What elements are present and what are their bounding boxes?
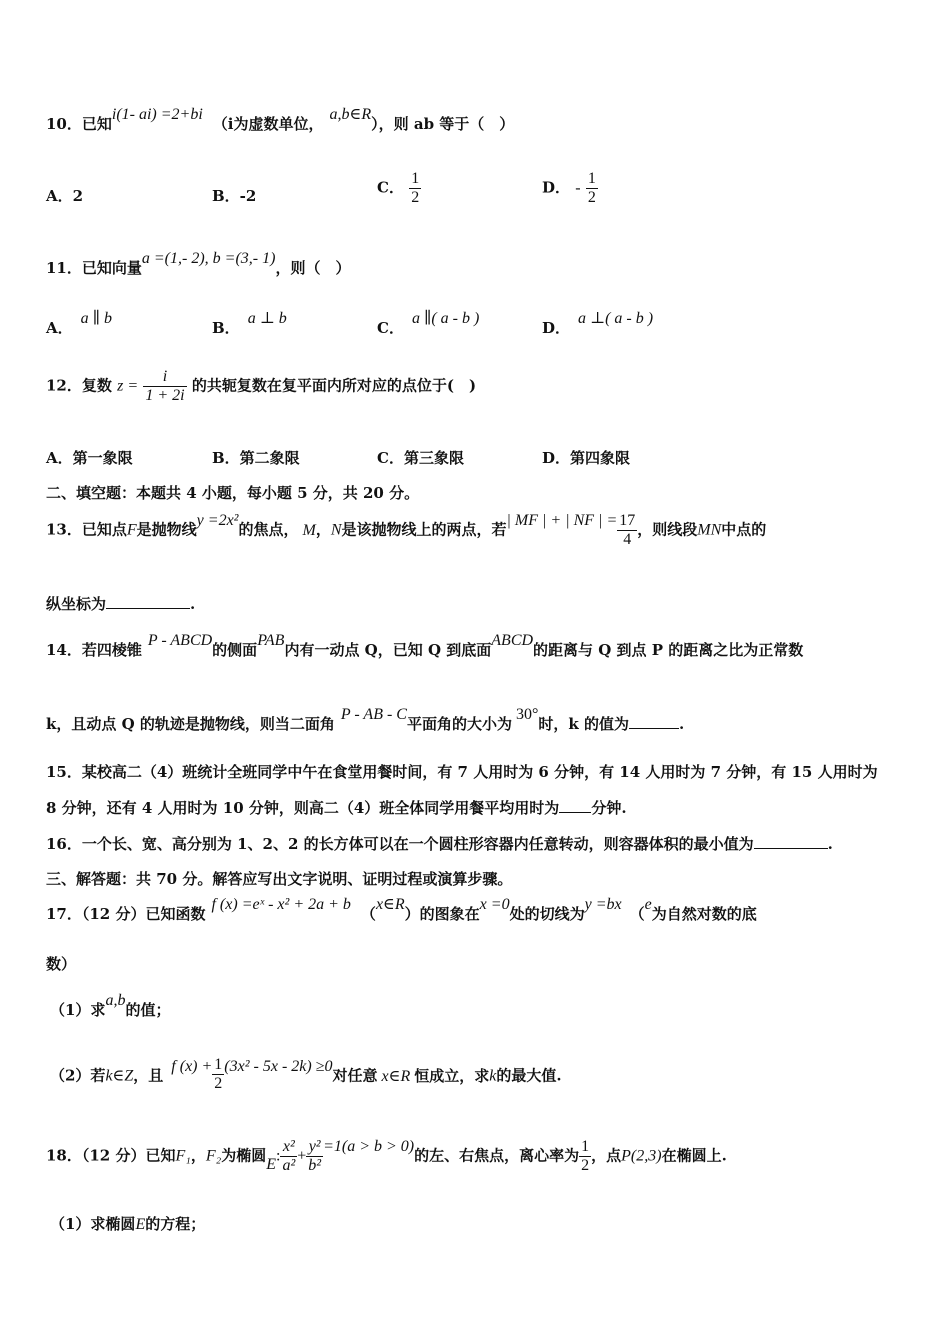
q12-option-b: B．第二象限	[212, 449, 300, 467]
question-17-line2: 数）	[46, 955, 77, 973]
q12-option-a: A．第一象限	[46, 449, 133, 467]
q10-option-b: B．-2	[212, 187, 257, 205]
q12-option-c: C．第三象限	[377, 449, 464, 467]
question-11: 11．已知向量a =(1,- 2), b =(3,- 1)，则（ ）	[46, 250, 351, 277]
q12-option-d: D．第四象限	[542, 449, 631, 467]
question-18-part1: （1）求椭圆E的方程；	[50, 1215, 206, 1233]
q10-fraction-d: $\frac{1}{2}$	[587, 170, 596, 206]
question-10: 10．已知i(1- ai) =2+bi（i为虚数单位，a,b∈R），则 ab 等于（ ）	[46, 106, 515, 133]
q15-answer-blank[interactable]	[559, 798, 591, 813]
q10-option-a: A．2	[46, 187, 84, 205]
q10-option-c: C． $\frac{1}{2}$	[377, 170, 420, 206]
q11-option-d: D．a ⊥( a - b )	[542, 310, 654, 337]
question-18: 18．（12 分）已知F₁，F₂为椭圆E: $\frac{\text{x²}}{\text{a²}}$ + $\frac{\text{y²}}{\text{b²}}$ =1(a > b > 0)的左、右焦点，离心率为 $\frac{1}{2}$ ，点P(2,3)在椭圆上.	[46, 1137, 727, 1174]
question-16: 16．一个长、宽、高分别为 1、2、2 的长方体可以在一个圆柱形容器内任意转动，则容器体积的最小值为 .	[46, 835, 833, 853]
q13-fraction: $\frac{17}{4}$	[619, 512, 636, 548]
q11-vectors: a =(1,- 2), b =(3,- 1)	[141, 250, 276, 267]
q13-answer-blank[interactable]	[106, 594, 190, 609]
q10-formula: i(1- ai) =2+bi	[111, 106, 203, 123]
q11-option-c: C．a ∥( a - b )	[377, 310, 480, 337]
q11-option-b: B．a ⊥ b	[212, 310, 287, 337]
q10-option-d: D． - $\frac{1}{2}$	[542, 170, 596, 206]
q11-option-a: A．a ∥ b	[46, 310, 113, 337]
question-14: 14．若四棱锥P - ABCD的侧面PAB内有一动点 Q，已知 Q 到底面ABCD的距离与 Q 到点 P 的距离之比为正常数	[46, 632, 804, 659]
question-13-line2: 纵坐标为 .	[46, 595, 196, 613]
q10-fraction-c: $\frac{1}{2}$	[411, 170, 420, 206]
question-12: 12．复数 z = $\frac{i}{1 + 2i}$ 的共轭复数在复平面内所对应的点位于( )	[46, 368, 477, 404]
q14-answer-blank[interactable]	[629, 714, 679, 729]
section-2-heading: 二、填空题：本题共 4 小题，每小题 5 分，共 20 分。	[46, 484, 420, 502]
question-15-line2: 8 分钟，还有 4 人用时为 10 分钟，则高二（4）班全体同学用餐平均用时为 分钟.	[46, 799, 627, 817]
question-17: 17．（12 分）已知函数f (x) =eˣ - x² + 2a + b（x∈R）的图象在x =0处的切线为y =bx（e为自然对数的底	[46, 896, 757, 923]
section-3-heading: 三、解答题：共 70 分。解答应写出文字说明、证明过程或演算步骤。	[46, 870, 513, 888]
q16-answer-blank[interactable]	[754, 834, 828, 849]
question-15: 15．某校高二（4）班统计全班同学中午在食堂用餐时间，有 7 人用时为 6 分钟，有 14 人用时为 7 分钟，有 15 人用时为	[46, 763, 878, 781]
question-17-part1: （1）求a,b的值；	[50, 992, 171, 1019]
question-13: 13．已知点F是抛物线y =2x²的焦点， M，N是该抛物线上的两点，若| MF | + | NF | = $\frac{17}{4}$ ，则线段MN中点的	[46, 511, 767, 548]
q12-fraction: $\frac{i}{1 + 2i}$	[145, 368, 185, 404]
question-14-line2: k，且动点 Q 的轨迹是抛物线，则当二面角P - AB - C平面角的大小为30°时，k 的值为 .	[46, 706, 685, 733]
question-17-part2: （2）若k∈Z，且f (x) + $\frac{1}{2}$ (3x² - 5x - 2k) ≥0对任意 x∈R 恒成立，求k的最大值.	[50, 1056, 562, 1092]
